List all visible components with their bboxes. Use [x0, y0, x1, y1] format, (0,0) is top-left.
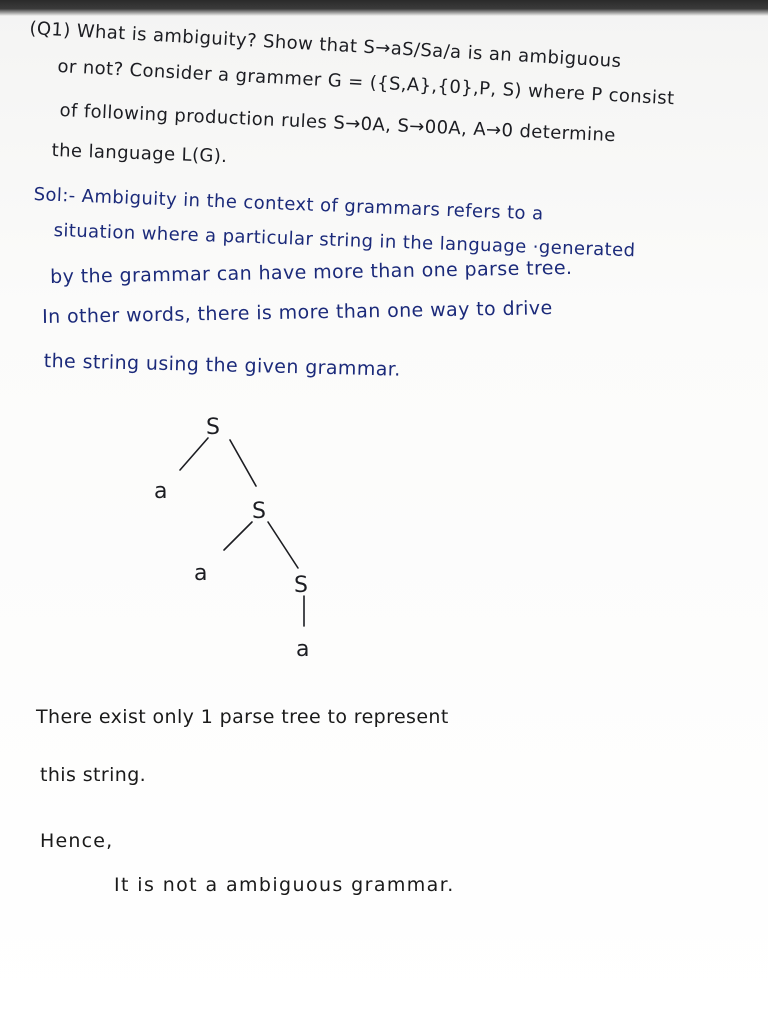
question-line-1: (Q1) What is ambiguity? Show that S→aS/Sa/a is an ambiguous	[28, 18, 622, 73]
solution-line-5: the string using the given grammar.	[43, 350, 401, 381]
conclusion-line-2: this string.	[40, 764, 147, 786]
tree-leaf-3: a	[296, 637, 310, 662]
tree-edge-mid-right	[268, 522, 298, 568]
question-line-4: the language L(G).	[51, 140, 228, 168]
conclusion-line-1: There exist only 1 parse tree to represent	[36, 706, 449, 728]
tree-leaf-1: a	[154, 479, 168, 504]
tree-edge-root-right	[230, 440, 256, 486]
solution-line-4: In other words, there is more than one way to drive	[41, 297, 553, 328]
solution-line-2: situation where a particular string in the language ·generated	[53, 220, 636, 262]
tree-node-root: S	[206, 415, 220, 440]
solution-line-1: Sol:- Ambiguity in the context of grammars refers to a	[33, 184, 544, 225]
solution-line-3: by the grammar can have more than one parse tree.	[49, 256, 573, 288]
tree-node-low: S	[294, 573, 308, 598]
question-line-2: or not? Consider a grammer G = ({S,A},{0},P, S) where P consist	[57, 56, 676, 110]
conclusion-line-3: Hence,	[40, 830, 114, 852]
tree-edge-mid-left	[224, 522, 252, 550]
question-line-3: of following production rules S→0A, S→00A, A→0 determine	[59, 100, 617, 147]
conclusion-line-4: It is not a ambiguous grammar.	[114, 874, 455, 896]
tree-edge-root-left	[180, 438, 208, 470]
tree-node-mid: S	[252, 499, 266, 524]
tree-leaf-2: a	[194, 561, 208, 586]
